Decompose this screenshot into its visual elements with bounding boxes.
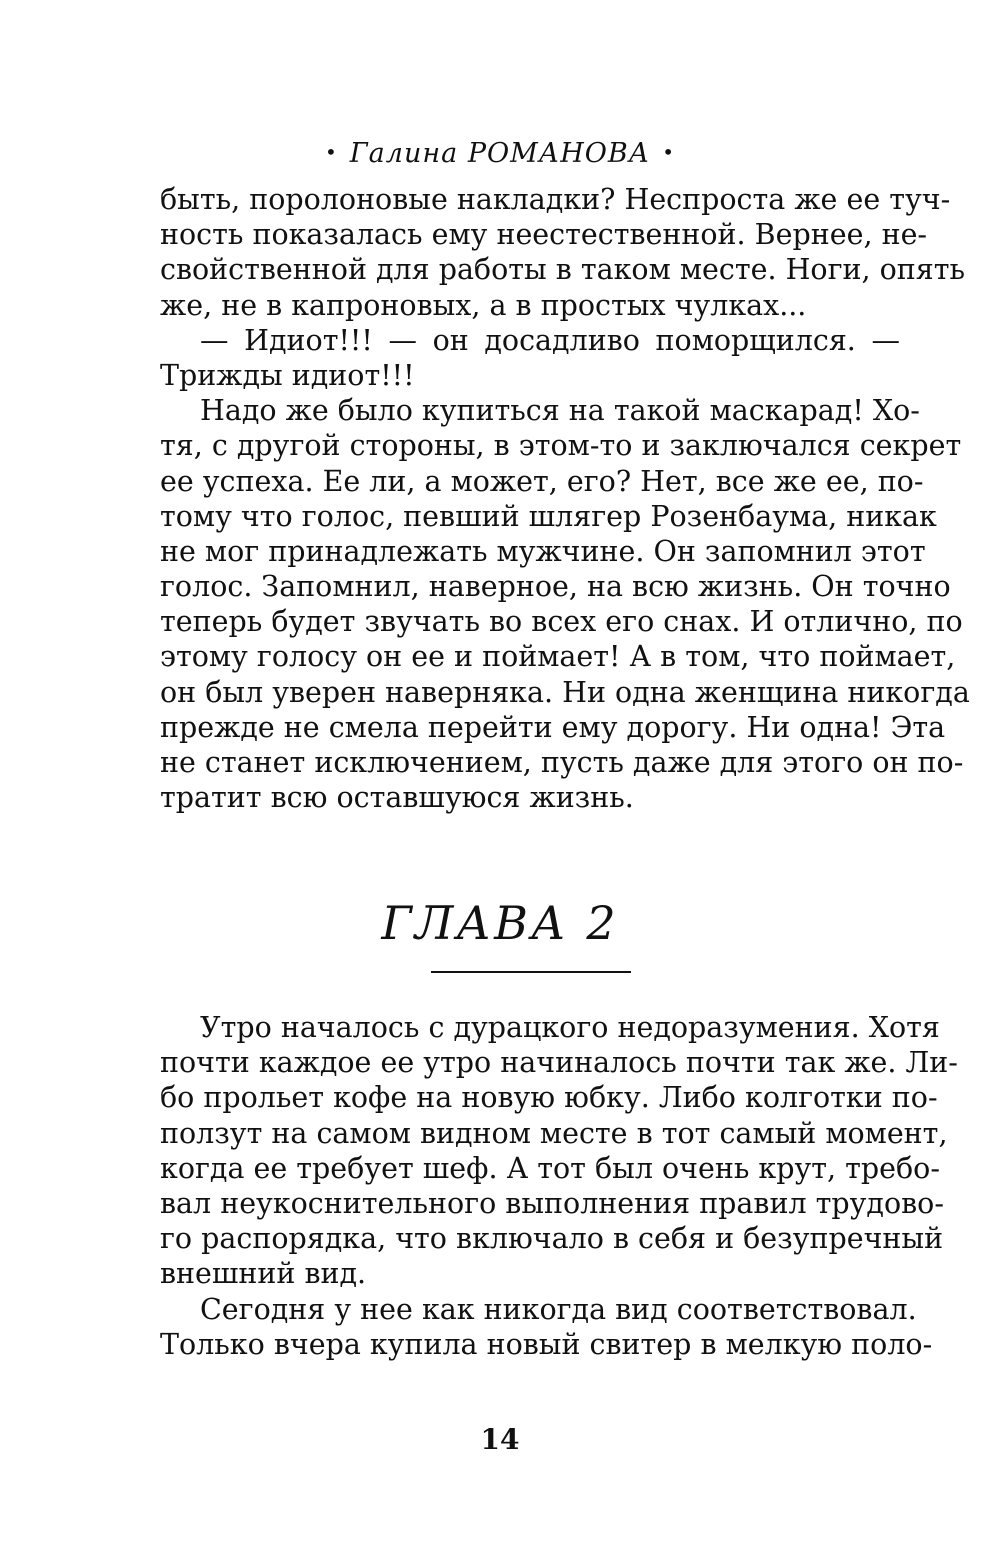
text-line: прежде не смела перейти ему дорогу. Ни одна! Эта xyxy=(160,710,946,744)
text-line: не станет исключением, пусть даже для этого он по- xyxy=(160,746,964,779)
running-head-author: Галина РОМАНОВА xyxy=(349,138,651,169)
text-line: Сегодня у нее как никогда вид соответствовал. xyxy=(200,1292,917,1326)
text-line: ность показалась ему неестественной. Вернее, не- xyxy=(160,218,928,252)
body-text-bottom xyxy=(160,1010,958,1362)
text-line: внешний вид. xyxy=(160,1257,367,1291)
text-line: он был уверен наверняка. Ни одна женщина никогда xyxy=(160,675,970,709)
text-line: ползут на самом видном месте в тот самый момент, xyxy=(160,1116,948,1150)
text-line: почти каждое ее утро начиналось почти так же. Ли- xyxy=(160,1046,958,1080)
bullet-left: • xyxy=(325,140,338,164)
running-head xyxy=(0,132,1000,174)
text-line: Только вчера купила новый свитер в мелкую поло- xyxy=(160,1327,933,1361)
text-line: Надо же было купиться на такой маскарад! Хо- xyxy=(200,394,920,428)
text-line: теперь будет звучать во всех его снах. И отлично, по xyxy=(160,605,963,639)
text-line: бо прольет кофе на новую юбку. Либо колготки по- xyxy=(160,1081,938,1115)
page-number: 14 xyxy=(480,1423,520,1456)
text-line: Трижды идиот!!! xyxy=(160,358,415,392)
text-line: вал неукоснительного выполнения правил трудово- xyxy=(160,1186,944,1220)
text-line: не мог принадлежать мужчине. Он запомнил этот xyxy=(160,534,926,568)
text-line: — Идиот!!! — он досадливо поморщился. — xyxy=(200,323,900,357)
text-line: ее успеха. Ее ли, а может, его? Нет, все же ее, по- xyxy=(160,464,924,498)
text-line: го распорядка, что включало в себя и безупречный xyxy=(160,1222,944,1256)
body-text-top xyxy=(160,182,970,815)
text-line: тому что голос, певший шлягер Розенбаума, никак xyxy=(160,499,937,533)
text-line: Утро началось с дурацкого недоразумения. Хотя xyxy=(200,1011,940,1044)
text-line: тратит всю оставшуюся жизнь. xyxy=(160,781,634,815)
bullet-right: • xyxy=(662,140,675,164)
text-line: свойственной для работы в таком месте. Ноги, опять xyxy=(160,253,966,287)
text-line: когда ее требует шеф. А тот был очень крут, требо- xyxy=(160,1151,940,1185)
chapter-divider xyxy=(431,971,631,973)
text-line: голос. Запомнил, наверное, на всю жизнь. Он точно xyxy=(160,570,951,604)
text-line: тя, с другой стороны, в этом-то и заключался секрет xyxy=(160,429,962,463)
text-line: этому голосу он ее и поймает! А в том, что поймает, xyxy=(160,640,956,674)
chapter-title: ГЛАВА 2 xyxy=(381,896,619,950)
text-line: быть, поролоновые накладки? Неспроста же ее туч- xyxy=(160,183,951,216)
text-line: же, не в капроновых, а в простых чулках... xyxy=(160,288,807,322)
